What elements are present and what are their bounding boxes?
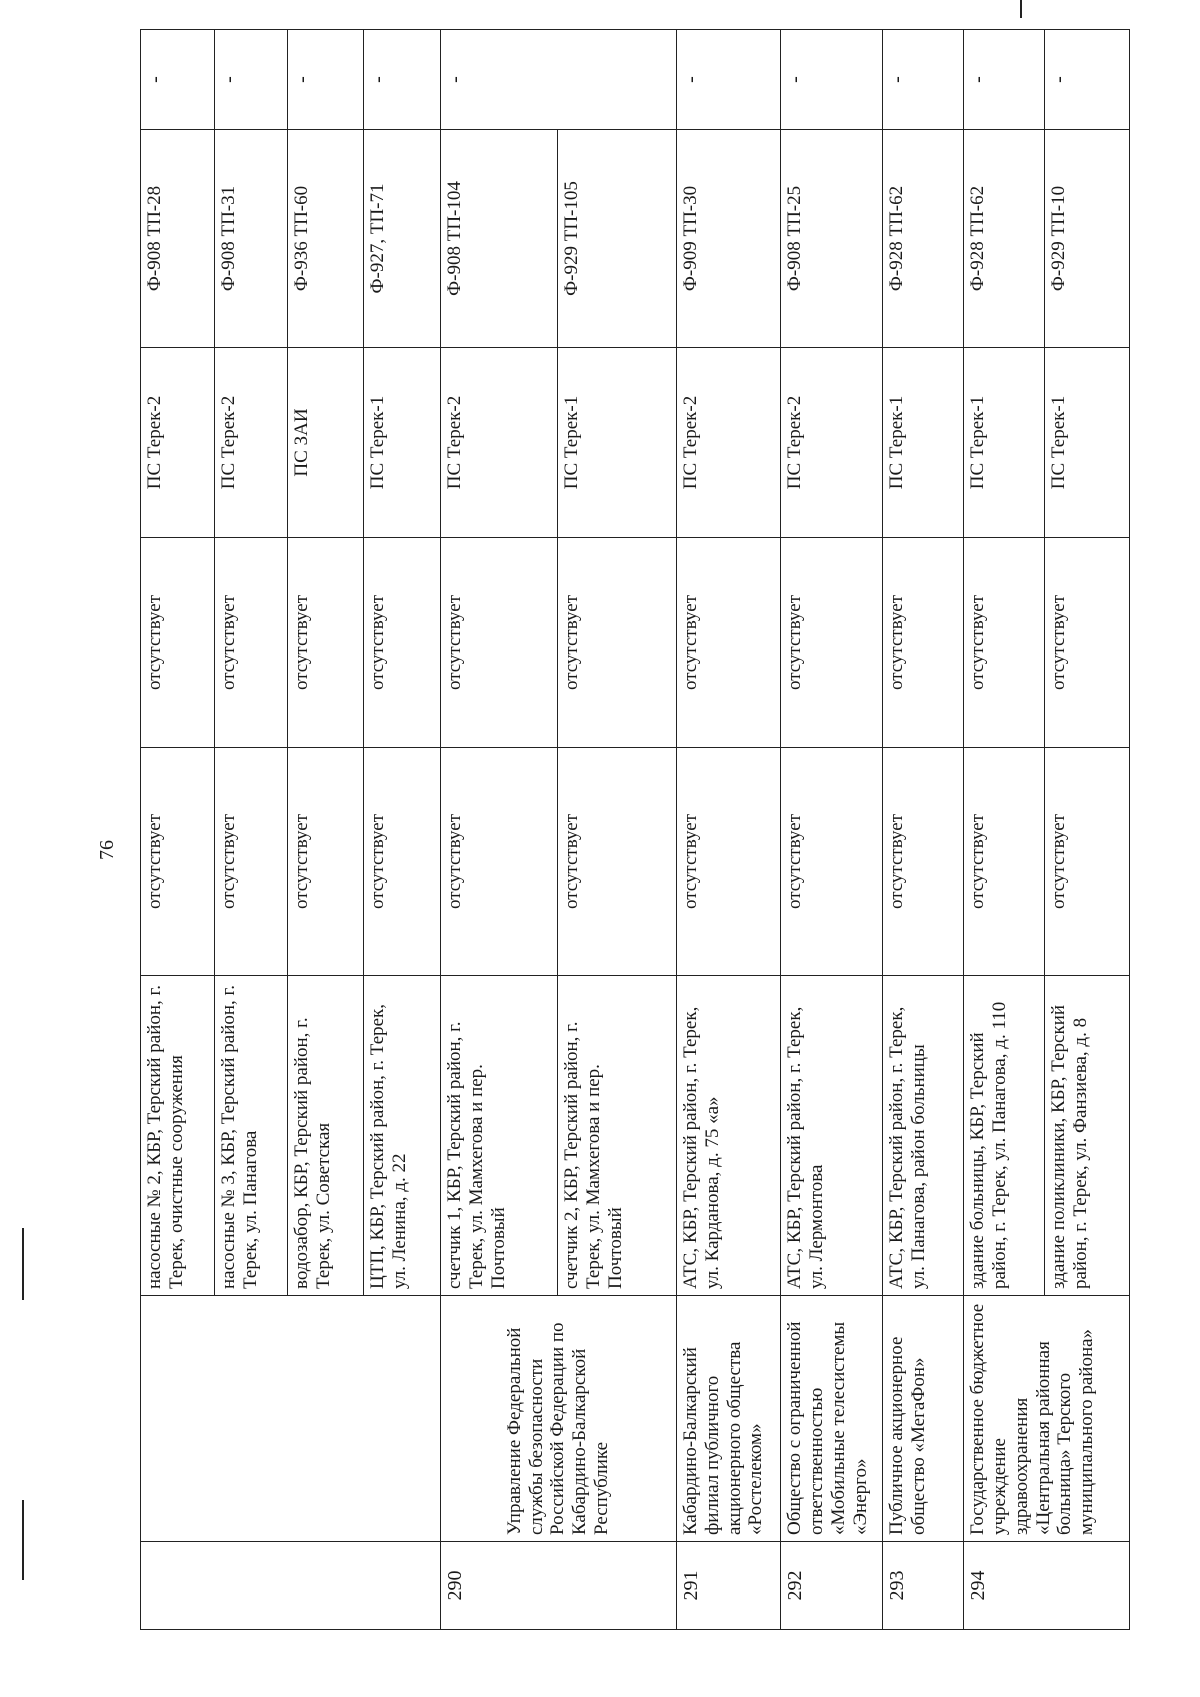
table-row <box>676 30 780 1630</box>
status-cell: отсутствует <box>676 748 780 976</box>
row-number: 292 <box>781 1542 883 1630</box>
table-row <box>964 30 1045 1630</box>
status-cell: отсутствует <box>964 538 1045 748</box>
status-cell: отсутствует <box>364 538 441 748</box>
status-cell: отсутствует <box>287 748 364 976</box>
organization-cell <box>141 1296 441 1542</box>
status-cell: отсутствует <box>964 748 1045 976</box>
object-cell: насосные № 2, КБР, Терский район, г. Терек, очистные сооружения <box>141 976 215 1296</box>
feeder-cell: Ф-908 ТП-104 <box>440 130 557 348</box>
substation-cell: ПС ЗАИ <box>287 348 364 538</box>
last-cell: - <box>364 30 441 130</box>
row-number <box>141 1542 441 1630</box>
last-cell: - <box>141 30 215 130</box>
status-cell: отсутствует <box>440 538 557 748</box>
object-cell: АТС, КБР, Терский район, г. Терек, ул. Карданова, д. 75 «а» <box>676 976 780 1296</box>
status-cell: отсутствует <box>364 748 441 976</box>
organization-cell: Кабардино-Балкарский филиал публичного акционерного общества «Ростелеком» <box>676 1296 780 1542</box>
feeder-cell: Ф-908 ТП-28 <box>141 130 215 348</box>
scan-mark-top <box>1020 0 1022 18</box>
status-cell: отсутствует <box>141 748 215 976</box>
substation-cell: ПС Терек-1 <box>883 348 964 538</box>
organization-cell: Государственное бюджетное учреждение здравоохранения «Центральная районная больница» Терского муниципального района» <box>964 1296 1130 1542</box>
object-cell: водозабор, КБР, Терский район, г. Терек, ул. Советская <box>287 976 364 1296</box>
substation-cell: ПС Терек-1 <box>364 348 441 538</box>
status-cell: отсутствует <box>440 748 557 976</box>
status-cell: отсутствует <box>883 538 964 748</box>
row-number: 294 <box>964 1542 1130 1630</box>
last-cell: - <box>1044 30 1129 130</box>
object-cell: счетчик 2, КБР, Терский район, г. Терек, ул. Мамхегова и пер. Почтовый <box>557 976 676 1296</box>
document-table <box>140 29 1130 1630</box>
feeder-cell: Ф-909 ТП-30 <box>676 130 780 348</box>
feeder-cell: Ф-929 ТП-105 <box>557 130 676 348</box>
status-cell: отсутствует <box>676 538 780 748</box>
last-cell: - <box>287 30 364 130</box>
object-cell: ЦТП, КБР, Терский район, г. Терек, ул. Ленина, д. 22 <box>364 976 441 1296</box>
row-number: 290 <box>440 1542 676 1630</box>
substation-cell: ПС Терек-1 <box>964 348 1045 538</box>
page-number: 76 <box>96 840 118 860</box>
feeder-cell: Ф-927, ТП-71 <box>364 130 441 348</box>
last-cell: - <box>440 30 676 130</box>
feeder-cell: Ф-928 ТП-62 <box>964 130 1045 348</box>
last-cell: - <box>215 30 287 130</box>
status-cell: отсутствует <box>781 748 883 976</box>
scan-mark-left-bottom <box>22 1500 24 1580</box>
status-cell: отсутствует <box>215 748 287 976</box>
status-cell: отсутствует <box>883 748 964 976</box>
row-number: 293 <box>883 1542 964 1630</box>
object-cell: АТС, КБР, Терский район, г. Терек, ул. Лермонтова <box>781 976 883 1296</box>
object-cell: счетчик 1, КБР, Терский район, г. Терек, ул. Мамхегова и пер. Почтовый <box>440 976 557 1296</box>
object-cell: насосные № 3, КБР, Терский район, г. Терек, ул. Панагова <box>215 976 287 1296</box>
rotated-table-wrapper <box>140 30 1130 1630</box>
last-cell: - <box>964 30 1045 130</box>
organization-cell: Публичное акционерное общество «МегаФон» <box>883 1296 964 1542</box>
status-cell: отсутствует <box>781 538 883 748</box>
feeder-cell: Ф-929 ТП-10 <box>1044 130 1129 348</box>
feeder-cell: Ф-936 ТП-60 <box>287 130 364 348</box>
scan-mark-left-top <box>22 1228 24 1300</box>
object-cell: здание поликлиники, КБР, Терский район, г. Терек, ул. Фанзиева, д. 8 <box>1044 976 1129 1296</box>
table-row <box>883 30 964 1630</box>
status-cell: отсутствует <box>557 748 676 976</box>
feeder-cell: Ф-928 ТП-62 <box>883 130 964 348</box>
status-cell: отсутствует <box>557 538 676 748</box>
last-cell: - <box>676 30 780 130</box>
substation-cell: ПС Терек-2 <box>141 348 215 538</box>
status-cell: отсутствует <box>1044 748 1129 976</box>
last-cell: - <box>883 30 964 130</box>
object-cell: АТС, КБР, Терский район, г. Терек, ул. Панагова, район больницы <box>883 976 964 1296</box>
table-row <box>781 30 883 1630</box>
substation-cell: ПС Терек-1 <box>557 348 676 538</box>
status-cell: отсутствует <box>141 538 215 748</box>
status-cell: отсутствует <box>1044 538 1129 748</box>
substation-cell: ПС Терек-2 <box>440 348 557 538</box>
feeder-cell: Ф-908 ТП-31 <box>215 130 287 348</box>
table-row <box>141 30 215 1630</box>
substation-cell: ПС Терек-2 <box>215 348 287 538</box>
substation-cell: ПС Терек-2 <box>676 348 780 538</box>
status-cell: отсутствует <box>287 538 364 748</box>
table-row <box>440 30 557 1630</box>
object-cell: здание больницы, КБР, Терский район, г. Терек, ул. Панагова, д. 110 <box>964 976 1045 1296</box>
feeder-cell: Ф-908 ТП-25 <box>781 130 883 348</box>
row-number: 291 <box>676 1542 780 1630</box>
last-cell: - <box>781 30 883 130</box>
substation-cell: ПС Терек-2 <box>781 348 883 538</box>
status-cell: отсутствует <box>215 538 287 748</box>
organization-cell: Общество с ограниченной ответственностью «Мобильные телесистемы «Энерго» <box>781 1296 883 1542</box>
substation-cell: ПС Терек-1 <box>1044 348 1129 538</box>
organization-cell: Управление Федеральной службы безопасности Российской Федерации по Кабардино-Балкарской Республике <box>440 1296 676 1542</box>
